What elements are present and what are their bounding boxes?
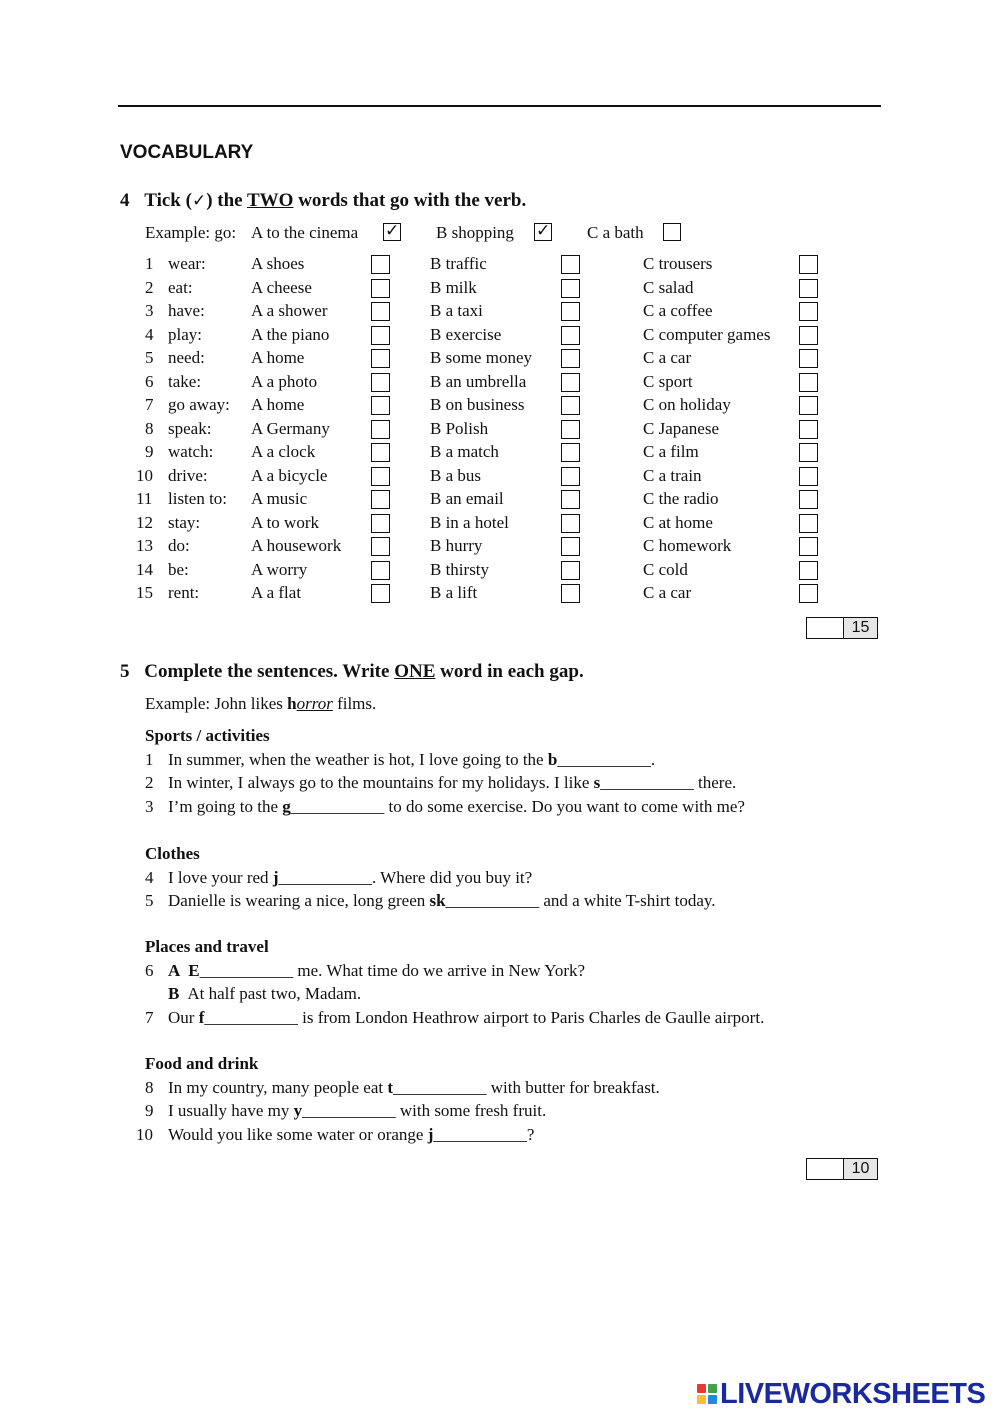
first-letter-hint: s [593, 773, 601, 792]
sentence-number: 5 [145, 891, 154, 910]
answer-gap[interactable]: ___________ [600, 773, 694, 792]
option-a: A a shower [251, 301, 328, 320]
checkbox-a[interactable] [371, 537, 390, 556]
score-input[interactable] [807, 1159, 844, 1179]
option-c: C the radio [643, 489, 719, 508]
checkbox-c[interactable] [799, 467, 818, 486]
checkbox-c[interactable] [799, 326, 818, 345]
score-input[interactable] [807, 618, 844, 638]
instruction-text: word in each gap. [435, 661, 584, 682]
checkbox-b[interactable] [561, 326, 580, 345]
answer-gap[interactable]: ___________ [290, 797, 385, 816]
first-letter-hint: sk [429, 891, 446, 910]
option-b: B some money [430, 348, 532, 367]
row-verb: rent: [168, 583, 200, 602]
logo-square [697, 1384, 706, 1393]
instruction-key-word: TWO [247, 190, 294, 211]
first-letter-hint: b [547, 750, 558, 769]
sentence-text: I usually have my [168, 1101, 294, 1120]
logo-square [708, 1395, 717, 1404]
sentence-text: Would you like some water or orange [168, 1125, 428, 1144]
checkbox-c[interactable] [799, 584, 818, 603]
option-c: C cold [643, 560, 688, 579]
sentence [168, 797, 745, 817]
sentence [168, 1101, 546, 1121]
option-c: C trousers [643, 254, 713, 273]
example-text: films. [332, 694, 377, 713]
sentence-text: In summer, when the weather is hot, I love going to the [168, 750, 548, 769]
sentence-text: Danielle is wearing a nice, long green [168, 891, 430, 910]
example-text: Example: John likes [145, 694, 288, 713]
checkbox-c[interactable] [799, 396, 818, 415]
sentence [168, 984, 361, 1004]
sentence-number: 2 [145, 773, 154, 792]
sentence-number: 1 [145, 750, 154, 769]
checkbox-c[interactable] [799, 302, 818, 321]
group-title: Sports / activities [145, 726, 270, 745]
top-rule [118, 105, 881, 107]
first-letter-hint: g [282, 797, 291, 816]
sentence-text: At half past two, Madam. [187, 984, 362, 1003]
option-a: A home [251, 395, 305, 414]
row-number: 6 [145, 372, 154, 391]
sentence-number: 4 [145, 868, 154, 887]
checkbox-b[interactable] [561, 420, 580, 439]
row-verb: stay: [168, 513, 201, 532]
row-number: 15 [136, 583, 153, 602]
first-letter-hint: j [272, 868, 279, 887]
sentence-text: ? [526, 1125, 535, 1144]
option-a: A a flat [251, 583, 302, 602]
option-c: C a train [643, 466, 702, 485]
checkbox-c[interactable] [799, 537, 818, 556]
sentence-number: 3 [145, 797, 154, 816]
checkbox-b[interactable] [561, 255, 580, 274]
option-c: C Japanese [643, 419, 720, 438]
instruction-text: ) the [206, 190, 247, 211]
score-max: 10 [844, 1159, 877, 1179]
row-verb: be: [168, 560, 189, 579]
first-letter-hint: y [293, 1101, 303, 1120]
option-c: C salad [643, 278, 694, 297]
checkbox-a[interactable] [371, 302, 390, 321]
option-a: A Germany [251, 419, 330, 438]
checkbox-a[interactable] [371, 279, 390, 298]
logo-icon [697, 1384, 717, 1404]
answer-gap[interactable]: ___________ [557, 750, 651, 769]
example-checkbox-c[interactable] [663, 223, 681, 241]
checkbox-c[interactable] [799, 561, 818, 580]
option-c: C a car [643, 348, 692, 367]
first-letter-hint: E [188, 961, 200, 980]
sentence [168, 1008, 764, 1028]
checkbox-a[interactable] [371, 326, 390, 345]
score-max: 15 [844, 618, 877, 638]
sentence-number: 8 [145, 1078, 154, 1097]
example-answer: orror [296, 694, 333, 713]
first-letter-hint: t [387, 1078, 394, 1097]
sentence-text: I’m going to the [168, 797, 283, 816]
sentence-number: 6 [145, 961, 154, 980]
checkbox-c[interactable] [799, 255, 818, 274]
sentence-text: I love your red [168, 868, 273, 887]
sentence [168, 891, 716, 911]
checkbox-a[interactable] [371, 561, 390, 580]
option-b: B traffic [430, 254, 487, 273]
option-b: B in a hotel [430, 513, 509, 532]
checkbox-c[interactable] [799, 514, 818, 533]
sentence [168, 773, 736, 793]
checkbox-b[interactable] [561, 561, 580, 580]
checkbox-a[interactable] [371, 255, 390, 274]
checkmark-icon: ✓ [536, 221, 551, 241]
row-verb: need: [168, 348, 205, 367]
exercise-4-heading [120, 190, 526, 212]
example-checkbox-b[interactable] [534, 223, 552, 241]
example-option-c: C a bath [587, 223, 644, 242]
checkbox-c[interactable] [799, 279, 818, 298]
instruction-key-word: ONE [394, 661, 436, 682]
row-verb: watch: [168, 442, 214, 461]
option-a: A music [251, 489, 308, 508]
answer-gap[interactable]: ___________ [393, 1078, 487, 1097]
logo-square [697, 1395, 706, 1404]
option-a: A a bicycle [251, 466, 328, 485]
sentence-text: . [650, 750, 656, 769]
option-b: B hurry [430, 536, 483, 555]
sentence [168, 961, 585, 981]
option-a: A to work [251, 513, 319, 532]
option-a: A worry [251, 560, 308, 579]
group-title: Food and drink [145, 1054, 259, 1073]
checkbox-a[interactable] [371, 396, 390, 415]
group-title: Clothes [145, 844, 200, 863]
option-a: A shoes [251, 254, 305, 273]
option-b: B an umbrella [430, 372, 527, 391]
sentence-text: with butter for breakfast. [486, 1078, 660, 1097]
option-b: B a bus [430, 466, 481, 485]
checkbox-b[interactable] [561, 490, 580, 509]
sentence-text: with some fresh fruit. [395, 1101, 547, 1120]
row-number: 12 [136, 513, 153, 532]
row-number: 10 [136, 466, 153, 485]
exercise-5-number: 5 [120, 661, 130, 682]
sentence-number: 9 [145, 1101, 154, 1120]
example-label: Example: go: [145, 223, 237, 242]
instruction-text: words that go with the verb. [293, 190, 527, 211]
answer-gap[interactable]: ___________ [445, 891, 540, 910]
row-verb: do: [168, 536, 190, 555]
option-a: A a clock [251, 442, 316, 461]
option-b: B a lift [430, 583, 478, 602]
checkbox-a[interactable] [371, 373, 390, 392]
logo-square [708, 1384, 717, 1393]
option-c: C computer games [643, 325, 771, 344]
option-a: A a photo [251, 372, 318, 391]
sentence [168, 1125, 534, 1145]
option-c: C on holiday [643, 395, 731, 414]
checkbox-c[interactable] [799, 443, 818, 462]
sentence-text: In my country, many people eat [168, 1078, 388, 1097]
sentence [168, 868, 532, 888]
row-verb: listen to: [168, 489, 228, 508]
option-b: B an email [430, 489, 504, 508]
speaker-label: A [168, 961, 181, 980]
option-a: A the piano [251, 325, 330, 344]
row-number: 11 [136, 489, 153, 508]
logo-text: LIVEWORKSHEETS [720, 1377, 986, 1410]
instruction-text: Complete the sentences. Write [144, 661, 395, 682]
instruction-text: Tick ( [144, 190, 192, 211]
sentence-number: 10 [136, 1125, 153, 1144]
example-option-b: B shopping [436, 223, 514, 242]
checkbox-b[interactable] [561, 279, 580, 298]
checkbox-b[interactable] [561, 514, 580, 533]
checkbox-a[interactable] [371, 490, 390, 509]
checkbox-b[interactable] [561, 467, 580, 486]
row-verb: go away: [168, 395, 230, 414]
checkbox-a[interactable] [371, 349, 390, 368]
exercise-4-score-box [806, 617, 878, 639]
checkbox-b[interactable] [561, 584, 580, 603]
checkbox-a[interactable] [371, 467, 390, 486]
sentence [168, 1078, 660, 1098]
checkbox-b[interactable] [561, 396, 580, 415]
sentence-text: and a white T-shirt today. [539, 891, 716, 910]
option-c: C a film [643, 442, 699, 461]
row-verb: have: [168, 301, 205, 320]
tick-symbol: ✓ [191, 191, 207, 211]
option-c: C at home [643, 513, 713, 532]
checkbox-c[interactable] [799, 349, 818, 368]
checkbox-b[interactable] [561, 302, 580, 321]
sentence-text: is from London Heathrow airport to Paris Charles de Gaulle airport. [297, 1008, 765, 1027]
sentence-text: . Where did you buy it? [371, 868, 533, 887]
row-number: 7 [145, 395, 154, 414]
option-b: B milk [430, 278, 477, 297]
checkbox-b[interactable] [561, 373, 580, 392]
liveworksheets-logo [697, 1378, 985, 1410]
row-number: 1 [145, 254, 154, 273]
option-a: A housework [251, 536, 342, 555]
row-number: 8 [145, 419, 154, 438]
option-c: C a coffee [643, 301, 713, 320]
option-c: C a car [643, 583, 692, 602]
option-c: C sport [643, 372, 693, 391]
checkbox-a[interactable] [371, 443, 390, 462]
checkbox-b[interactable] [561, 537, 580, 556]
checkbox-c[interactable] [799, 490, 818, 509]
answer-gap[interactable]: ___________ [199, 961, 294, 980]
checkmark-icon: ✓ [385, 221, 400, 241]
sentence-number: 7 [145, 1008, 154, 1027]
first-letter-hint: j [427, 1125, 434, 1144]
answer-gap[interactable]: ___________ [204, 1008, 298, 1027]
checkbox-b[interactable] [561, 443, 580, 462]
answer-gap[interactable]: ___________ [433, 1125, 527, 1144]
option-b: B thirsty [430, 560, 490, 579]
row-number: 3 [145, 301, 154, 320]
row-verb: speak: [168, 419, 212, 438]
option-b: B on business [430, 395, 525, 414]
option-b: B a taxi [430, 301, 483, 320]
checkbox-c[interactable] [799, 373, 818, 392]
sentence-text: there. [693, 773, 737, 792]
exercise-5-score-box [806, 1158, 878, 1180]
checkbox-a[interactable] [371, 584, 390, 603]
row-verb: play: [168, 325, 202, 344]
checkbox-a[interactable] [371, 514, 390, 533]
sentence-text: In winter, I always go to the mountains for my holidays. I like [168, 773, 594, 792]
section-title: VOCABULARY [120, 142, 254, 163]
example-first-letter: h [287, 694, 297, 713]
row-number: 4 [145, 325, 154, 344]
option-b: B Polish [430, 419, 489, 438]
exercise-5-heading [120, 661, 584, 683]
example-option-a: A to the cinema [251, 223, 359, 242]
checkbox-c[interactable] [799, 420, 818, 439]
option-a: A cheese [251, 278, 312, 297]
row-number: 14 [136, 560, 153, 579]
answer-gap[interactable]: ___________ [278, 868, 372, 887]
group-title: Places and travel [145, 937, 269, 956]
option-b: B exercise [430, 325, 502, 344]
example-checkbox-a[interactable] [383, 223, 401, 241]
sentence-text: to do some exercise. Do you want to come with me? [384, 797, 745, 816]
row-number: 9 [145, 442, 154, 461]
row-verb: take: [168, 372, 202, 391]
row-number: 13 [136, 536, 153, 555]
option-c: C homework [643, 536, 732, 555]
row-number: 2 [145, 278, 154, 297]
sentence-text: Our [168, 1008, 199, 1027]
row-number: 5 [145, 348, 154, 367]
option-b: B a match [430, 442, 499, 461]
sentence-text: me. What time do we arrive in New York? [293, 961, 586, 980]
answer-gap[interactable]: ___________ [302, 1101, 396, 1120]
row-verb: drive: [168, 466, 208, 485]
first-letter-hint: f [198, 1008, 205, 1027]
row-verb: wear: [168, 254, 206, 273]
option-a: A home [251, 348, 305, 367]
exercise-5-example [145, 694, 376, 714]
speaker-label: B [168, 984, 180, 1003]
exercise-4-number: 4 [120, 190, 130, 211]
sentence [168, 750, 655, 770]
row-verb: eat: [168, 278, 193, 297]
checkbox-a[interactable] [371, 420, 390, 439]
checkbox-b[interactable] [561, 349, 580, 368]
